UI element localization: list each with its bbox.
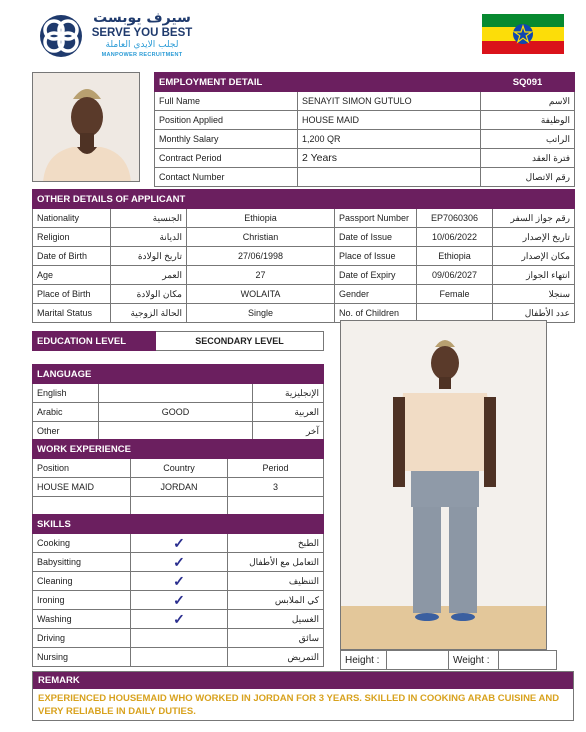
skill-name: Cooking (33, 534, 131, 553)
applicant-field-value: WOLAITA (187, 285, 335, 304)
language-name: English (33, 384, 99, 403)
skill-check-cell (131, 572, 228, 591)
language-row (33, 422, 324, 441)
employment-detail-table (154, 72, 575, 187)
height-label: Height : (341, 651, 387, 670)
work-experience-cell (33, 497, 131, 516)
flag-star-emblem-icon (512, 23, 534, 45)
applicant-field-value: Single (187, 304, 335, 323)
checkmark-icon: ✓ (173, 573, 185, 589)
applicant-field-arabic-label: انتهاء الجواز (493, 266, 575, 285)
skill-row (33, 591, 324, 610)
logo-english-tagline: MANPOWER RECRUITMENT (101, 52, 183, 58)
applicant-field-value: EP7060306 (417, 209, 493, 228)
applicant-field-arabic-label: عدد الأطفال (493, 304, 575, 323)
checkmark-icon: ✓ (173, 592, 185, 608)
language-row (33, 384, 324, 403)
language-name: Arabic (33, 403, 99, 422)
applicant-field-value: 27 (187, 266, 335, 285)
measurements-row (340, 650, 557, 670)
applicant-field-value: 27/06/1998 (187, 247, 335, 266)
applicant-field-label: Gender (335, 285, 417, 304)
remark-title: REMARK (33, 672, 573, 689)
employment-row (155, 130, 575, 149)
skill-check-cell (131, 591, 228, 610)
education-level-value: SECONDARY LEVEL (156, 332, 324, 351)
applicant-field-arabic-label: رقم جواز السفر (493, 209, 575, 228)
applicant-field-arabic-label: تاريخ الولادة (111, 247, 187, 266)
work-experience-cell: HOUSE MAID (33, 478, 131, 497)
education-level-row (32, 331, 324, 351)
employment-field-value: HOUSE MAID (298, 111, 481, 130)
applicant-field-arabic-label: الجنسية (111, 209, 187, 228)
language-proficiency (99, 384, 253, 403)
work-experience-title: WORK EXPERIENCE (33, 440, 324, 459)
skill-name: Babysitting (33, 553, 131, 572)
employment-field-arabic-label: رقم الاتصال (481, 168, 575, 187)
ethiopia-flag (482, 14, 564, 54)
logo-english-name: SERVE YOU BEST (91, 27, 193, 39)
remark-section (32, 671, 574, 721)
skill-check-cell (131, 648, 228, 667)
applicant-field-arabic-label: سنجلا (493, 285, 575, 304)
skill-row (33, 534, 324, 553)
reference-code: SQ091 (481, 73, 575, 92)
applicant-field-label: Marital Status (33, 304, 111, 323)
employment-row (155, 92, 575, 111)
work-experience-column-header: Country (131, 459, 228, 478)
employment-field-value: SENAYIT SIMON GUTULO (298, 92, 481, 111)
applicant-details-table (32, 189, 575, 323)
skill-arabic-name: الغسيل (228, 610, 324, 629)
skill-name: Washing (33, 610, 131, 629)
applicant-field-arabic-label: مكان الإصدار (493, 247, 575, 266)
applicant-row (33, 266, 575, 285)
language-proficiency: GOOD (99, 403, 253, 422)
height-value (387, 651, 449, 670)
language-proficiency (99, 422, 253, 441)
skill-check-cell (131, 629, 228, 648)
logo-arabic-tagline: لجلب الايدي العاملة (105, 40, 179, 50)
work-experience-column-header: Position (33, 459, 131, 478)
applicant-field-arabic-label: مكان الولادة (111, 285, 187, 304)
language-name: Other (33, 422, 99, 441)
applicant-field-arabic-label: تاريخ الإصدار (493, 228, 575, 247)
skill-arabic-name: التمريض (228, 648, 324, 667)
work-experience-row (33, 478, 324, 497)
applicant-field-arabic-label: العمر (111, 266, 187, 285)
skill-arabic-name: سائق (228, 629, 324, 648)
skill-arabic-name: الطبخ (228, 534, 324, 553)
work-experience-cell: 3 (228, 478, 324, 497)
applicant-field-arabic-label: الحالة الزوجية (111, 304, 187, 323)
employment-field-arabic-label: الوظيفة (481, 111, 575, 130)
skills-title: SKILLS (33, 515, 228, 534)
employment-field-label: Full Name (155, 92, 298, 111)
skill-arabic-name: التنظيف (228, 572, 324, 591)
logo-knot-icon (36, 12, 86, 60)
employment-field-label: Position Applied (155, 111, 298, 130)
applicant-row (33, 228, 575, 247)
language-table (32, 364, 324, 441)
employment-field-value (298, 168, 481, 187)
applicant-full-body-photo (340, 320, 547, 650)
checkmark-icon: ✓ (173, 554, 185, 570)
applicant-field-value: Female (417, 285, 493, 304)
employment-field-arabic-label: الراتب (481, 130, 575, 149)
weight-value (499, 651, 557, 670)
applicant-field-label: Place of Issue (335, 247, 417, 266)
skill-row (33, 629, 324, 648)
remark-text: EXPERIENCED HOUSEMAID WHO WORKED IN JORDAN FOR 3 YEARS. SKILLED IN COOKING ARAB CUISINE AND VERY RELIABLE IN DAILY DUTIES. (38, 693, 560, 717)
skill-check-cell (131, 553, 228, 572)
employment-row (155, 149, 575, 168)
applicant-field-label: Date of Expiry (335, 266, 417, 285)
agency-logo (36, 10, 196, 60)
applicant-field-label: Date of Issue (335, 228, 417, 247)
work-experience-column-header: Period (228, 459, 324, 478)
applicant-row (33, 247, 575, 266)
checkmark-icon: ✓ (173, 611, 185, 627)
skill-row (33, 572, 324, 591)
employment-field-value: 2 Years (298, 149, 481, 168)
applicant-field-label: No. of Children (335, 304, 417, 323)
applicant-field-value: Christian (187, 228, 335, 247)
employment-field-label: Monthly Salary (155, 130, 298, 149)
employment-field-label: Contract Period (155, 149, 298, 168)
employment-field-label: Contact Number (155, 168, 298, 187)
employment-row (155, 111, 575, 130)
skill-arabic-name: التعامل مع الأطفال (228, 553, 324, 572)
logo-arabic-name: سيرف يوبست (93, 10, 191, 26)
language-title: LANGUAGE (33, 365, 324, 384)
employment-detail-title: EMPLOYMENT DETAIL (155, 73, 481, 92)
checkmark-icon: ✓ (173, 535, 185, 551)
education-level-label: EDUCATION LEVEL (33, 332, 156, 351)
employment-field-arabic-label: الاسم (481, 92, 575, 111)
skill-row (33, 610, 324, 629)
weight-label: Weight : (449, 651, 499, 670)
employment-field-arabic-label: فترة العقد (481, 149, 575, 168)
skill-name: Nursing (33, 648, 131, 667)
applicant-details-title: OTHER DETAILS OF APPLICANT (33, 190, 575, 209)
work-experience-cell (228, 497, 324, 516)
applicant-row (33, 209, 575, 228)
applicant-field-label: Passport Number (335, 209, 417, 228)
language-row (33, 403, 324, 422)
work-experience-cell: JORDAN (131, 478, 228, 497)
applicant-field-label: Place of Birth (33, 285, 111, 304)
applicant-field-label: Age (33, 266, 111, 285)
skill-check-cell (131, 610, 228, 629)
skill-arabic-name: كي الملابس (228, 591, 324, 610)
applicant-row (33, 285, 575, 304)
skill-name: Ironing (33, 591, 131, 610)
applicant-field-value: 09/06/2027 (417, 266, 493, 285)
language-arabic-name: العربية (253, 403, 324, 422)
applicant-field-label: Religion (33, 228, 111, 247)
skill-row (33, 648, 324, 667)
skills-table (32, 514, 324, 667)
skill-row (33, 553, 324, 572)
language-arabic-name: آخر (253, 422, 324, 441)
work-experience-cell (131, 497, 228, 516)
applicant-field-label: Date of Birth (33, 247, 111, 266)
employment-row (155, 168, 575, 187)
skill-name: Cleaning (33, 572, 131, 591)
applicant-field-arabic-label: الديانة (111, 228, 187, 247)
applicant-field-value: 10/06/2022 (417, 228, 493, 247)
applicant-field-label: Nationality (33, 209, 111, 228)
applicant-portrait-photo (32, 72, 140, 182)
work-experience-header-row (33, 459, 324, 478)
work-experience-row (33, 497, 324, 516)
language-arabic-name: الإنجليزية (253, 384, 324, 403)
skill-name: Driving (33, 629, 131, 648)
employment-field-value: 1,200 QR (298, 130, 481, 149)
work-experience-table (32, 439, 324, 516)
applicant-field-value: Ethiopia (187, 209, 335, 228)
skill-check-cell (131, 534, 228, 553)
applicant-field-value: Ethiopia (417, 247, 493, 266)
